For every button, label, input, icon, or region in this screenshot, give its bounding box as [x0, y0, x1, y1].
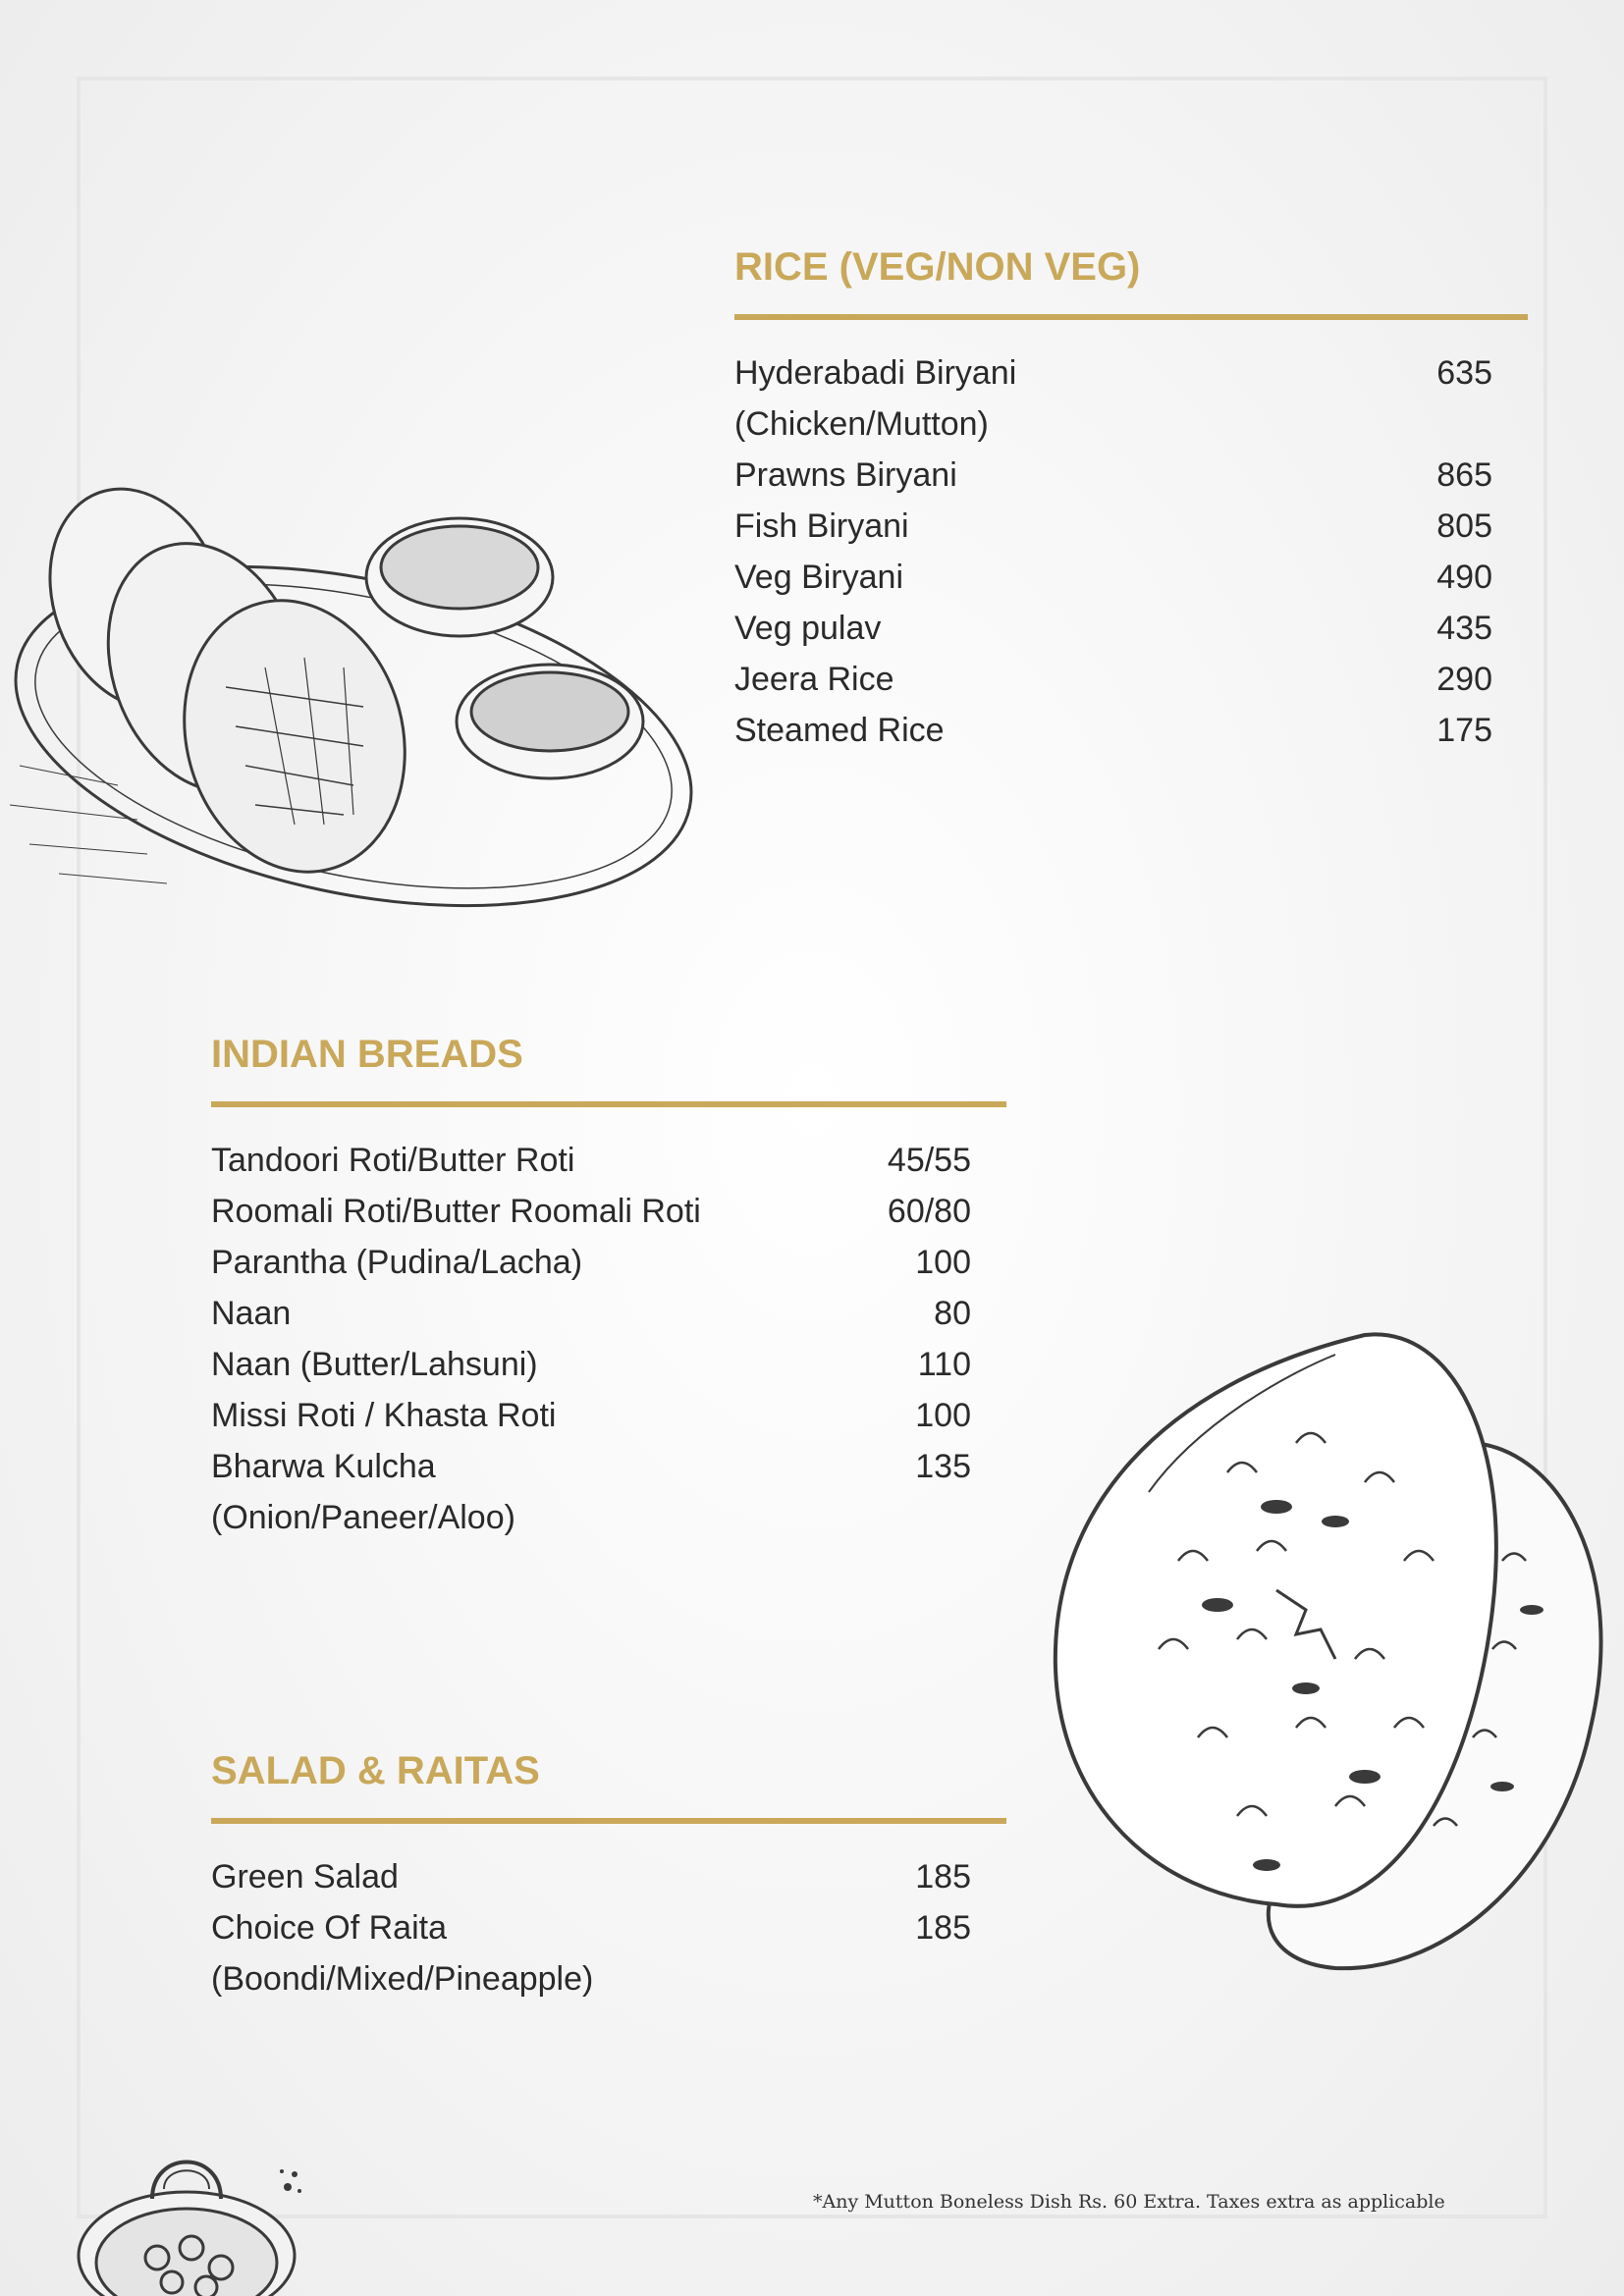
item-price: 635: [1436, 354, 1492, 392]
item-price: 490: [1436, 559, 1492, 596]
menu-item: [211, 1135, 971, 1186]
rice-section: [734, 247, 1528, 756]
item-name: Parantha (Pudina/Lacha): [211, 1244, 583, 1281]
breads-list: [211, 1135, 971, 1543]
item-note: (Chicken/Mutton): [734, 405, 989, 443]
menu-item: [211, 1237, 971, 1288]
item-name: Fish Biryani: [734, 507, 909, 545]
menu-item: [211, 1288, 971, 1339]
item-name: Steamed Rice: [734, 712, 945, 749]
item-name: Bharwa Kulcha: [211, 1448, 436, 1485]
item-price: 45/55: [887, 1142, 971, 1179]
item-name: Missi Roti / Khasta Roti: [211, 1397, 557, 1434]
salad-divider: [211, 1818, 1006, 1824]
rice-divider: [734, 314, 1528, 320]
breads-section: [211, 1035, 1006, 1543]
salad-title: SALAD & RAITAS: [211, 1749, 540, 1792]
rice-list: [734, 347, 1492, 756]
menu-item: [211, 1851, 971, 1902]
salad-list: [211, 1851, 971, 2004]
menu-item: [734, 501, 1492, 552]
item-name: Naan: [211, 1295, 292, 1332]
menu-item: [211, 1441, 971, 1492]
item-price: 175: [1436, 712, 1492, 749]
item-price: 185: [915, 1909, 971, 1947]
item-price: 110: [917, 1346, 971, 1383]
menu-item: [734, 654, 1492, 705]
item-price: 865: [1436, 456, 1492, 494]
item-price: 805: [1436, 507, 1492, 545]
menu-item: [734, 450, 1492, 501]
kulcha-plate-icon: [0, 452, 717, 952]
item-name: Veg pulav: [734, 610, 882, 647]
breads-divider: [211, 1101, 1006, 1107]
item-price: 60/80: [887, 1193, 971, 1230]
item-name: Tandoori Roti/Butter Roti: [211, 1142, 575, 1179]
salad-section: [211, 1751, 1006, 2004]
item-price: 435: [1436, 610, 1492, 647]
item-name: Roomali Roti/Butter Roomali Roti: [211, 1193, 701, 1230]
menu-item: [734, 603, 1492, 654]
menu-item: [211, 1902, 971, 1953]
naan-icon: [1041, 1315, 1620, 1983]
kadhai-icon: [54, 2130, 319, 2296]
item-name: Naan (Butter/Lahsuni): [211, 1346, 538, 1383]
item-name: Choice Of Raita: [211, 1909, 447, 1947]
item-name: Prawns Biryani: [734, 456, 957, 494]
menu-item: [211, 1339, 971, 1390]
footnote: *Any Mutton Boneless Dish Rs. 60 Extra. Taxes extra as applicable: [813, 2191, 1445, 2213]
rice-title: RICE (VEG/NON VEG): [734, 245, 1141, 289]
menu-item: [211, 1390, 971, 1441]
item-name: Green Salad: [211, 1858, 399, 1896]
item-price: 185: [915, 1858, 971, 1896]
item-price: 290: [1436, 661, 1492, 698]
menu-item: [734, 552, 1492, 603]
breads-title: INDIAN BREADS: [211, 1033, 523, 1076]
item-price: 100: [915, 1397, 971, 1434]
item-name: Jeera Rice: [734, 661, 894, 698]
item-price: 80: [934, 1295, 971, 1332]
item-price: 100: [915, 1244, 971, 1281]
item-note: (Boondi/Mixed/Pineapple): [211, 1960, 594, 1998]
menu-item: [211, 1186, 971, 1237]
item-name: Hyderabadi Biryani: [734, 354, 1017, 392]
menu-item: [734, 705, 1492, 756]
item-price: 135: [915, 1448, 971, 1485]
menu-item: [734, 347, 1492, 399]
item-name: Veg Biryani: [734, 559, 903, 596]
item-note: (Onion/Paneer/Aloo): [211, 1499, 515, 1536]
